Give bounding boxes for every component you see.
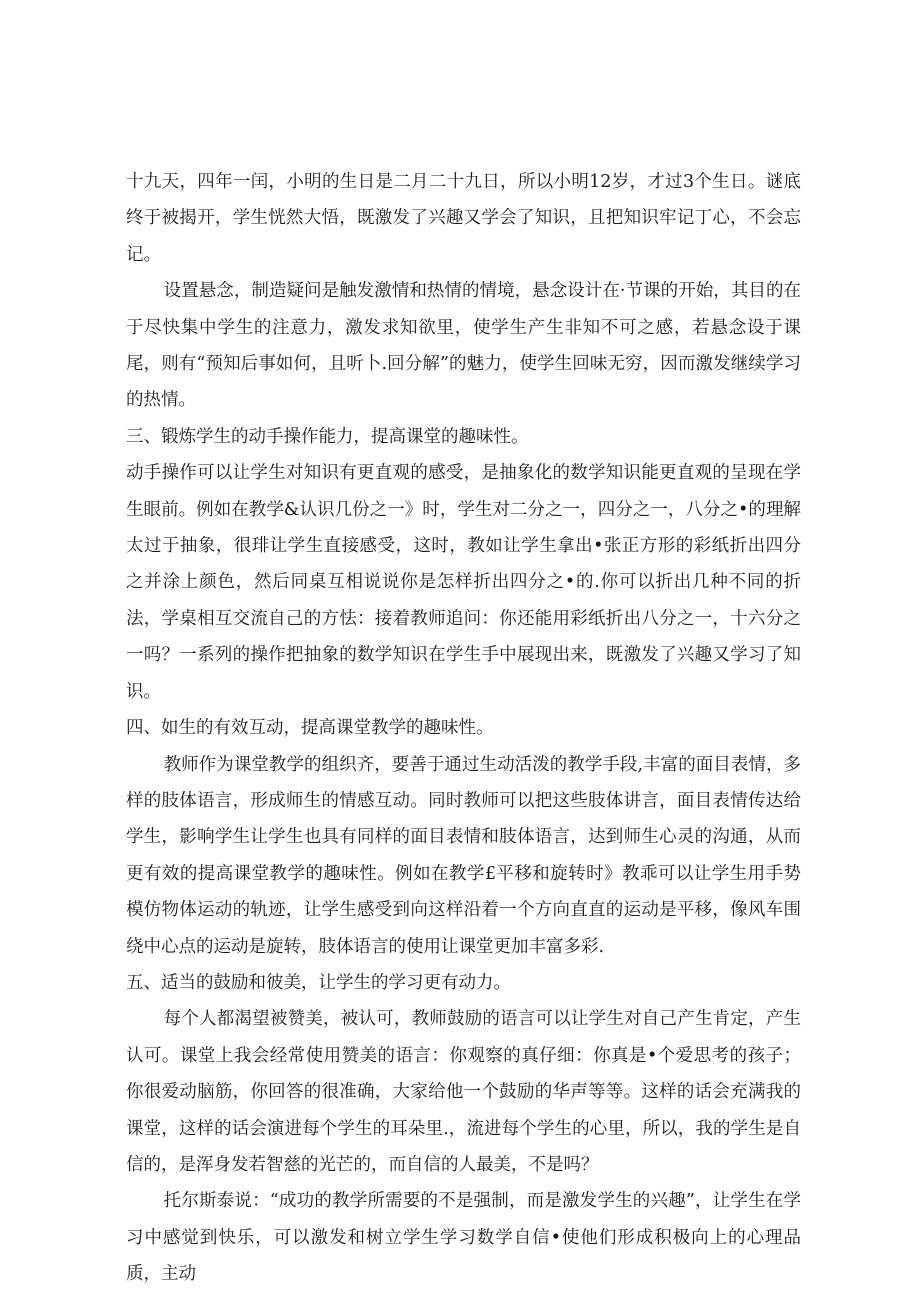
paragraph-encouragement: 每个人都渴望被赞美，被认可，教师鼓励的语言可以让学生对自己产生肯定，产生认可。课堂上我会经常使用赞美的语言：你观察的真仔细：你真是•个爱思考的孩子；你很爱动脑筋，你回答的很准确，大家给他一个鼓励的华声等等。这样的话会充满我的课堂，这样的话会演进每个学生的耳朵里.，流进每个学生的心里，所以，我的学生是自信的，是浑身发若智慈的光芒的，而自信的人最美，不是吗？ xyxy=(126,1009,801,1175)
section-heading-interaction: 四、如生的有效互动，提高课堂教学的趣味性。 xyxy=(126,718,494,739)
section-heading-encouragement: 五、适当的鼓励和彼美，让学生的学习更有动力。 xyxy=(126,972,511,993)
paragraph-interaction: 教师作为课堂教学的组织齐，要善于通过生动活泼的教学手段,丰富的面目表情，多样的肢体语言，形成师生的情感互动。同时教师可以把这些肢体讲言，面目表情传达给学生，影响学生让学生也具有同样的面目表情和肢体语言，达到师生心灵的沟通，从而更有效的提高课堂教学的趣味性。例如在教学£平移和旋转时》教乖可以让学生用手势模仿物体运动的轨迹，让学生感受到向这样沿着一个方向直直的运动是平移，像风车围绕中心点的运动是旋转，肢体语言的使用让课堂更加丰富多彩. xyxy=(126,754,801,957)
document-body xyxy=(126,164,801,1293)
paragraph-suspense: 设置悬念，制造疑问是触发激情和热情的情境，悬念设计在·节课的开始，其目的在于尽快集中学生的注意力，激发求知欲里，使学生产生非知不可之感，若悬念设于课尾，则有“预知后事如何，且听卜.回分解”的魅力，使学生回味无穷，因而激发继续学习的热情。 xyxy=(126,281,801,411)
section-heading-hands-on: 三、锻炼学生的动手操作能力，提高课堂的趣味性。 xyxy=(126,426,529,447)
paragraph-hands-on: 动手操作可以让学生对知识有更直观的感受，是抽象化的数学知识能更直观的呈现在学生眼前。例如在教学&认识几份之一》时，学生对二分之一，四分之一，八分之•的理解太过于抽象，很琲让学生直接感受，这时，教如让学生拿出•张正方形的彩纸折出四分之并涂上颜色，然后同桌互相说说你是怎样折出四分之•的.你可以折出几种不同的折法，学桌相互交流自己的方怯：接着教师追问：你还能用彩纸折出八分之一，十六分之一吗？一系列的操作把抽象的数学知识在学生手中展现出来，既激发了兴趣又学习了知识。 xyxy=(126,463,801,702)
paragraph-intro-continuation: 十九天，四年一闰，小明的生日是二月二十九日，所以小明12岁，才过3个生日。谜底终于被揭开，学生恍然大悟，既激发了兴趣又学会了知识，且把知识牢记丁心，不会忘记。 xyxy=(126,172,801,265)
paragraph-tolstoy-quote: 托尔斯泰说：“成功的教学所需要的不是强制，而是激发学生的兴趣”，让学生在学习中感觉到快乐，可以激发和树立学生学习数学自信•使他们形成积极向上的心理品质，主动 xyxy=(126,1191,801,1285)
